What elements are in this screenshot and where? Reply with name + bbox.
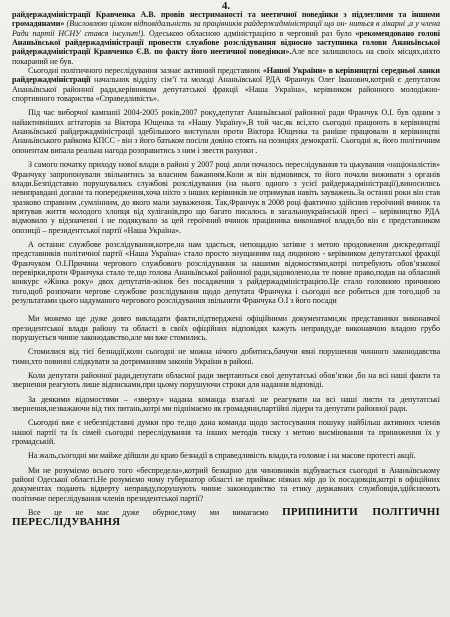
demand-heading: ПРИПИНИТИ ПОЛІТИЧНІ ПЕРЕСЛІДУВАННЯ xyxy=(12,506,440,528)
paragraph-12: Ми не розуміємо всього того «беспредела»,котрий безкарно для чиновників відбувається сьогодні в Ананьївському районі Одеської області.Не розуміємо чому губернатор області не приймає ніяких мір до їх посадовців,котрі в офіційних документах подають відверту неправду,порушують чинне законодавство та етику державних службовців,здійснюють політичне переслідування членів президентської партії? xyxy=(12,465,440,503)
paragraph-6: Ми можемо ще дуже довго викладати факти,підтверджені офіційними документами,як представники виконавчої президентської влади району та області в своїх офіційних відповідях кажуть неправду,де виконавчою владою грубо порушується чинне законодавство,але ми вже стомились. xyxy=(12,314,440,342)
paragraph-7: Стомилися від тієї безнадії,коли сьогодні не можна нічого добитись,бачучи явні порушення чинного законодавства тими,хто повинні слідкувати за дотриманням законів України в районі. xyxy=(12,347,440,366)
paragraph-8: Коли депутати районної ради,депутати обласної ради звертаються свої депутатські обов’язки ,бо на всі наші факти та звернення реагують лише відписками,при цьому порушуючи строки для надання відповіді. xyxy=(12,371,440,390)
page-number: 4. xyxy=(221,0,231,12)
paragraph-5: А останнє службове розслідування,котре,на нам здається, непощадно затіяне з метою продовження дискредитації представників політичної партії «Наша Україна» стало просто знущанням над людиною - керівником депутатської фракції Франчуком О.І.Причина чергового службового розслідування за нашими відомостями,котрі потребують обов’язкової перевірки,проти Франчука стало те,що голова Ананьївської районної ради,задоволено,на те повне право,подав на обласний конкурс «Жінка року» двох депутатів-жінок без посадження з райдержадміністрацією.Це стало головною причиною того,щоб розпочати чергове службове розслідування щодо депутата Франчука і сьогодні все робиться для того,щоб за результатами цього надуманого чергового розслідування звільнити Франчука О.І з його посади xyxy=(12,239,440,305)
paragraph-1: райдержадміністрації Кравченка А.В. провів нестриманості та неетичної поведінки з підлеглими та іншими громадянами» (Висловлюю цілком відповідальність за працівників райдержадміністрації що он- ниться в лікарні ,а у члена Ради партії НСНУ стався інсульт!). Одеською обласною адміністрацією в черговий раз було «рекомендовано голові Ананьївської райдержадміністрації провести службове розслідування відносно заступника голови Ананьївської райдержадміністрації Кравченко Є.В. по факту його неетичної поведінки».Але все залишилось на своїх місцях,ніхто покараний не був. xyxy=(12,10,441,66)
document-body xyxy=(12,10,440,527)
paragraph-9: За деякими відомостями – «зверху» надана команда взагалі не реагувати на всі наші листи та депутатські звернення,незважаючи від тих питань,котрі ми піднімаємо як громадяни,партійні лідери та депутати районної ради. xyxy=(12,394,440,414)
paragraph-4: З самого початку приходу нової влади в районі у 2007 році ,коли почалось переслідування та цькування «націоналістів» Франчуку запропонували звільнитись за власним бажанням.Коли ж він відмовився, то його почали виживати з органів влади.Безпідставно порушувались службові розслідування (на нього одного з усієї райдержадміністрації),виносились невиправдані догани та попередження,хоча ніхто з інших керівників не отримував навіть зауважень.За останні роки він став зразково справним ,сумлінним, до якого мали зауваження. Так,Франчук в 2008 році фактично здійснив героїчний вчинок та врятував життя молодого хлопця від хуліганів,про що багато писалось в загальноукраїнській пресі – керівництво РДА відмовило у відзначенні і не подякувало за цей героїчний вчинок працівника виконавчої влади,бо він є представником опозиції – президентської партії «Наша Україна». xyxy=(12,160,440,235)
paragraph-2: Сьогодні політичного переслідування зазнає активний представник «Нашої України» в керівництві середньої ланки райдержадміністрації начальник відділу сім’ї та молоді Ананьївської РДА Франчук Олег Іванович,котрий є депутатом Ананьївської районної ради,керівником депутатської фракції «Наша Україна», керівником районного молодіжно-спортивного товариства «Справедливість». xyxy=(12,66,440,104)
paragraph-11: На жаль,сьогодні ми майже дійшли до краю безнадії в справедливість влади,та головне і на масове протесті акції. xyxy=(28,451,416,461)
paragraph-10: Сьогодні вже є небезпідставні думки про те,що дана команда щодо застосування пошуку найбільш активних членів нашої партії та їх сімей сьогодні переслідування та інших методів тиску з метою висміювання та приниження їх у громадській. xyxy=(12,418,440,447)
paragraph-13: Все це не має дуже обурює,тому ми вимагаємо ПРИПИНИТИ ПОЛІТИЧНІ ПЕРЕСЛІДУВАННЯ xyxy=(12,506,440,528)
paragraph-3: Під час виборчої кампанії 2004-2005 років,2007 року,депутат Ананьївської районної ради Франчук О.І. був одним з найактивніших агітаторів за Віктора Ющенка та «Нашу Україну»,В той час,як всі,хто сьогодні працюють в керівництві Ананьївської райдержадміністрації здебільшого виступали проти Віктора Ющенка та раніше працювали в керівництві Ананьївського райкома КПСС - він з його батьком посіли довіно стоять на позиціях демократії. Сьогодні ж, його політичним опонентам випала реальна нагода розправитись з ним і звести рахунки . xyxy=(12,108,440,155)
